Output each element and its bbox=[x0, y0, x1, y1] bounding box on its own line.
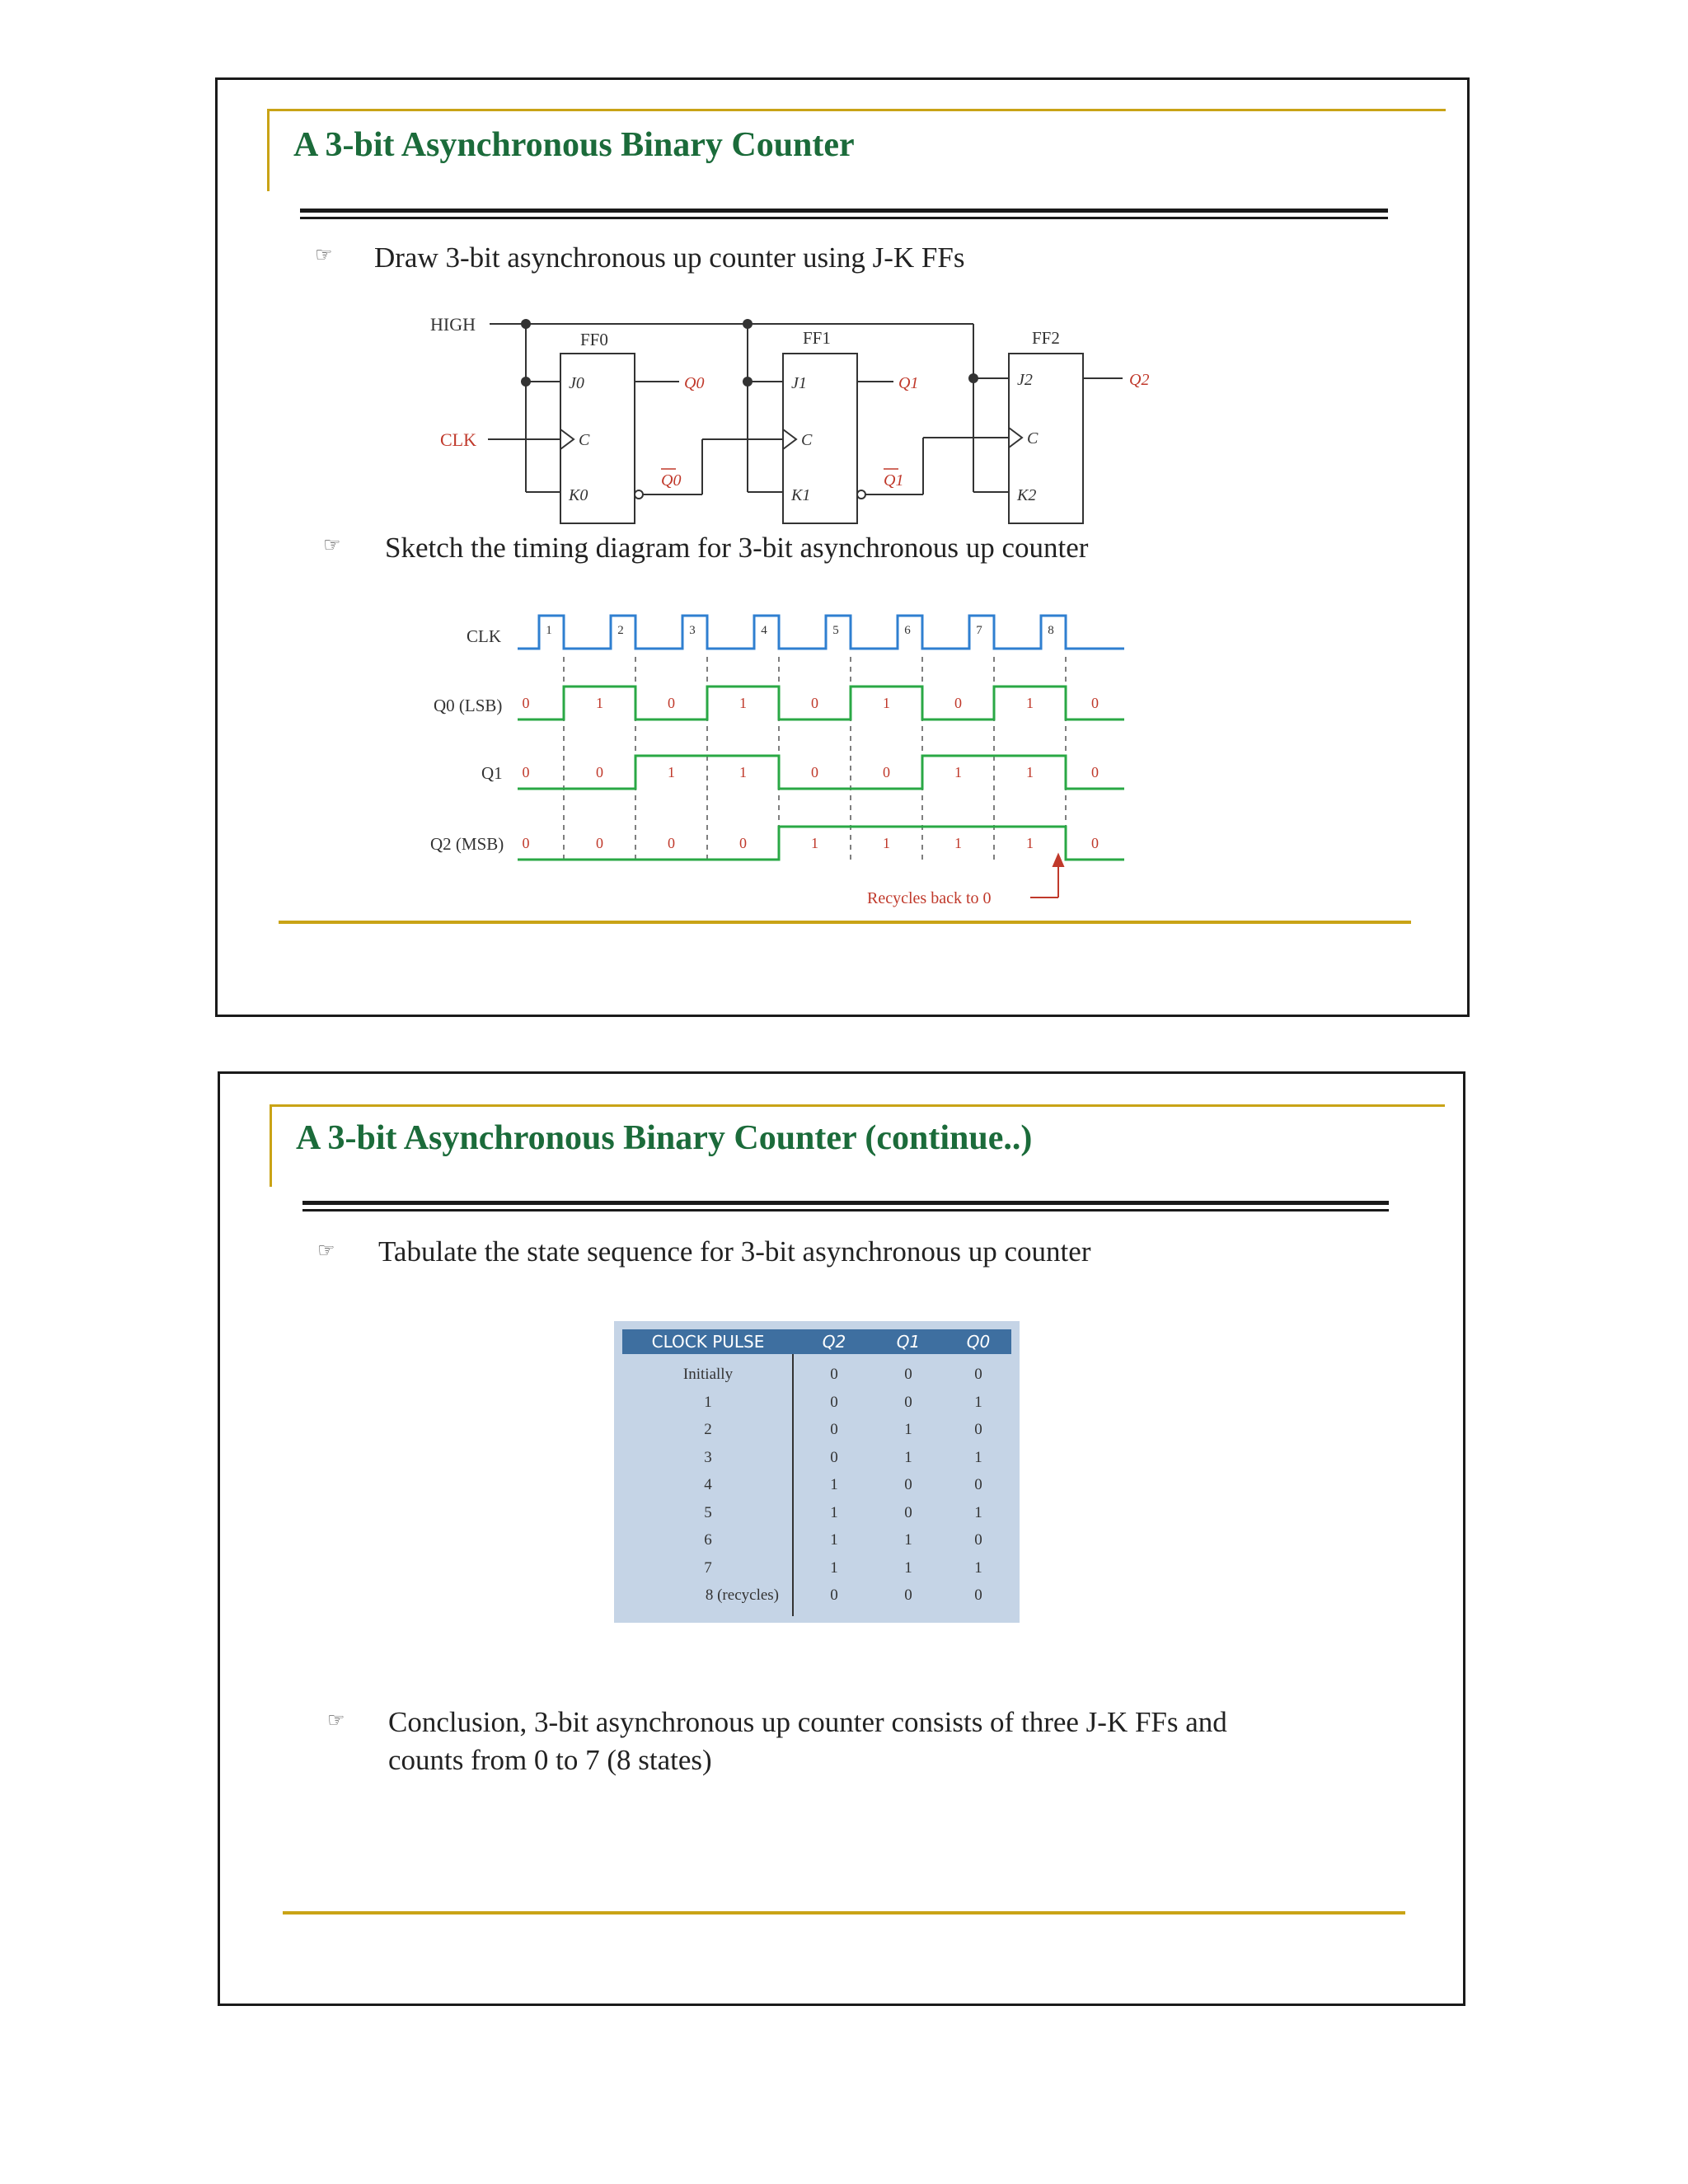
table-cell-state: 0 bbox=[830, 1393, 838, 1411]
timing-diagram bbox=[218, 80, 1472, 1019]
table-cell-state: 0 bbox=[974, 1586, 982, 1604]
timing-q2-label: Q2 (MSB) bbox=[430, 834, 504, 854]
q1bar-label: Q1 bbox=[884, 471, 904, 490]
q1-value: 1 bbox=[739, 764, 747, 780]
state-sequence-table bbox=[614, 1321, 1020, 1623]
table-cell-state: 0 bbox=[974, 1531, 982, 1549]
ff2-label: FF2 bbox=[1032, 328, 1060, 348]
q2-value: 0 bbox=[522, 835, 530, 851]
table-cell-state: 1 bbox=[830, 1476, 838, 1493]
table-cell-state: 0 bbox=[830, 1448, 838, 1466]
table-cell-state: 1 bbox=[904, 1421, 912, 1438]
k2-label: K2 bbox=[1017, 486, 1037, 504]
table-cell-state: 0 bbox=[974, 1421, 982, 1438]
slide-title: A 3-bit Asynchronous Binary Counter bbox=[293, 126, 855, 164]
table-cell-state: 0 bbox=[974, 1366, 982, 1383]
k0-label: K0 bbox=[569, 486, 588, 504]
q1-value: 0 bbox=[596, 764, 603, 780]
q0-value: 1 bbox=[596, 695, 603, 711]
table-cell-clock-pulse: 7 bbox=[704, 1558, 712, 1577]
title-top-accent bbox=[270, 1104, 1445, 1107]
table-cell-state: 1 bbox=[904, 1531, 912, 1549]
q0bar-label: Q0 bbox=[661, 471, 682, 490]
q1-value: 0 bbox=[811, 764, 818, 780]
c2-label: C bbox=[1027, 429, 1039, 448]
table-cell-state: 0 bbox=[974, 1476, 982, 1493]
q1-value: 1 bbox=[1026, 764, 1034, 780]
table-cell-clock-pulse: 6 bbox=[704, 1531, 712, 1549]
j0-label: J0 bbox=[569, 374, 584, 392]
table-cell-state: 1 bbox=[904, 1558, 912, 1577]
slide-title: A 3-bit Asynchronous Binary Counter (continue..) bbox=[296, 1119, 1033, 1157]
q1-value: 0 bbox=[883, 764, 890, 780]
header-clock-pulse: CLOCK PULSE bbox=[651, 1332, 765, 1352]
clk-label: CLK bbox=[440, 429, 476, 450]
pulse-number: 4 bbox=[761, 624, 767, 637]
timing-q1-label: Q1 bbox=[481, 763, 503, 783]
title-rule bbox=[302, 1201, 1389, 1212]
table-cell-clock-pulse: Initially bbox=[682, 1366, 734, 1383]
table-cell-clock-pulse: 8 (recycles) bbox=[705, 1586, 779, 1604]
table-cell-state: 0 bbox=[904, 1476, 912, 1493]
q1-value: 0 bbox=[522, 764, 530, 780]
q2-value: 0 bbox=[1091, 835, 1099, 851]
pointing-hand-icon: ☞ bbox=[327, 1708, 345, 1732]
table-cell-state: 0 bbox=[904, 1586, 912, 1604]
q1-value: 0 bbox=[1091, 764, 1099, 780]
bullet-tabulate: Tabulate the state sequence for 3-bit asynchronous up counter bbox=[378, 1235, 1091, 1268]
table-cell-state: 1 bbox=[974, 1448, 982, 1466]
table-cell-clock-pulse: 2 bbox=[704, 1421, 712, 1438]
timing-q0-label: Q0 (LSB) bbox=[434, 696, 503, 715]
table-cell-clock-pulse: 3 bbox=[704, 1448, 712, 1466]
header-q2: Q2 bbox=[822, 1332, 846, 1352]
q0-value: 0 bbox=[668, 695, 675, 711]
q0-value: 0 bbox=[954, 695, 962, 711]
q0-value: 1 bbox=[1026, 695, 1034, 711]
bullet-conclusion: Conclusion, 3-bit asynchronous up counter consists of three J-K FFs and counts from 0 to 7 (8 states) bbox=[388, 1706, 1227, 1776]
recycle-note: Recycles back to 0 bbox=[867, 889, 992, 907]
table-cell-state: 0 bbox=[830, 1421, 838, 1438]
q2-output-label: Q2 bbox=[1129, 371, 1150, 389]
header-q0: Q0 bbox=[966, 1332, 991, 1352]
q2-value: 1 bbox=[954, 835, 962, 851]
c0-label: C bbox=[579, 431, 590, 449]
pulse-number: 5 bbox=[832, 624, 839, 637]
slide-footer-rule bbox=[279, 921, 1411, 924]
q0-value: 1 bbox=[739, 695, 747, 711]
pointing-hand-icon: ☞ bbox=[317, 1239, 335, 1262]
table-cell-state: 0 bbox=[904, 1366, 912, 1383]
table-cell-state: 1 bbox=[974, 1503, 982, 1521]
pulse-number: 3 bbox=[689, 624, 696, 637]
table-cell-state: 0 bbox=[830, 1366, 838, 1383]
high-label: HIGH bbox=[430, 314, 476, 335]
pulse-number: 2 bbox=[617, 624, 624, 637]
slide-footer-rule bbox=[283, 1911, 1405, 1915]
table-cell-state: 1 bbox=[830, 1558, 838, 1577]
q1-value: 1 bbox=[668, 764, 675, 780]
header-q1: Q1 bbox=[896, 1332, 921, 1352]
pointing-hand-icon: ☞ bbox=[315, 243, 333, 266]
table-cell-clock-pulse: 4 bbox=[704, 1476, 712, 1493]
q0-value: 0 bbox=[811, 695, 818, 711]
timing-clk-label: CLK bbox=[467, 626, 501, 646]
q0-value: 0 bbox=[1091, 695, 1099, 711]
slide-1 bbox=[215, 77, 1470, 1017]
k1-label: K1 bbox=[791, 486, 811, 504]
table-cell-state: 1 bbox=[974, 1558, 982, 1577]
bullet-draw-counter: Draw 3-bit asynchronous up counter using J-K FFs bbox=[374, 241, 965, 274]
table-header bbox=[622, 1329, 1011, 1354]
table-cell-clock-pulse: 5 bbox=[704, 1503, 712, 1521]
table-cell-state: 0 bbox=[904, 1393, 912, 1411]
q0-value: 1 bbox=[883, 695, 890, 711]
j1-label: J1 bbox=[791, 374, 807, 392]
pulse-number: 7 bbox=[976, 624, 982, 637]
pulse-number: 1 bbox=[546, 624, 552, 637]
q1-value: 1 bbox=[954, 764, 962, 780]
pulse-number: 8 bbox=[1048, 624, 1054, 637]
pulse-number: 6 bbox=[904, 624, 911, 637]
ff0-label: FF0 bbox=[580, 330, 608, 349]
q1-output-label: Q1 bbox=[898, 374, 919, 392]
bullet-timing-diagram: Sketch the timing diagram for 3-bit asynchronous up counter bbox=[385, 532, 1089, 564]
q2-value: 0 bbox=[668, 835, 675, 851]
q2-value: 1 bbox=[811, 835, 818, 851]
c1-label: C bbox=[801, 431, 813, 449]
j2-label: J2 bbox=[1017, 371, 1033, 389]
table-cell-state: 0 bbox=[830, 1586, 838, 1604]
clk-waveform bbox=[518, 616, 1124, 649]
q0-value: 0 bbox=[522, 695, 530, 711]
table-cell-state: 1 bbox=[904, 1448, 912, 1466]
table-cell-state: 0 bbox=[904, 1503, 912, 1521]
ff1-label: FF1 bbox=[803, 328, 831, 348]
table-cell-state: 1 bbox=[830, 1503, 838, 1521]
table-cell-state: 1 bbox=[830, 1531, 838, 1549]
title-left-accent bbox=[270, 1104, 272, 1187]
q2-value: 1 bbox=[1026, 835, 1034, 851]
slide-2 bbox=[218, 1071, 1465, 2006]
table-cell-state: 1 bbox=[974, 1393, 982, 1411]
q2-value: 1 bbox=[883, 835, 890, 851]
q2-value: 0 bbox=[739, 835, 747, 851]
pointing-hand-icon: ☞ bbox=[323, 533, 341, 556]
q0-output-label: Q0 bbox=[684, 374, 705, 392]
q2-value: 0 bbox=[596, 835, 603, 851]
table-cell-clock-pulse: 1 bbox=[704, 1393, 712, 1411]
